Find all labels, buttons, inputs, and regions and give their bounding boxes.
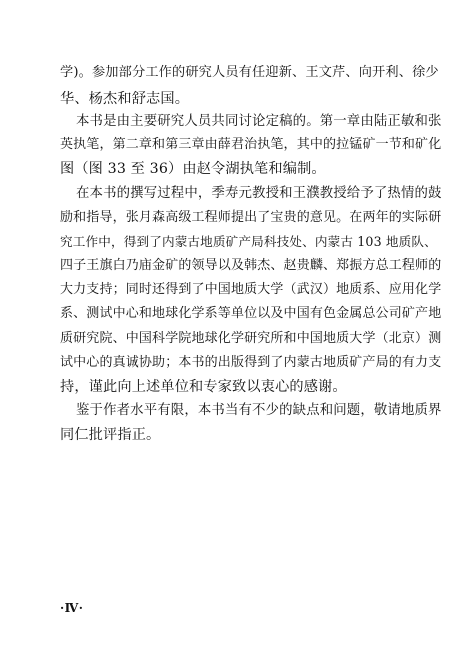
paragraph-4-line-1: 鉴于作者水平有限，本书当有不少的缺点和问题，敬请地质界 [76,403,442,418]
paragraph-2-line-3: 图（图 33 至 36）由赵令湖执笔和编制。 [60,161,326,177]
paragraph-1-line-2: 华、杨杰和舒志国。 [60,91,190,107]
paragraph-3-line-3: 究工作中，得到了内蒙古地质矿产局科技处、内蒙古 103 地质队、 [60,234,437,249]
paragraph-2-line-2: 英执笔，第二章和第三章由薛君治执笔，其中的拉锰矿一节和矿化 [60,137,442,152]
paragraph-3-line-8: 试中心的真诚协助；本书的出版得到了内蒙古地质矿产局的有力支 [60,355,442,370]
paragraph-1-line-1: 学)。参加部分工作的研究人员有任迎新、王文芹、向开利、徐少 [60,65,439,80]
paragraph-3-line-9: 持，谨此向上述单位和专家致以衷心的感谢。 [60,379,347,395]
paragraph-3-line-2: 励和指导，张月森高级工程师提出了宝贵的意见。在两年的实际研 [60,210,442,225]
paragraph-3-line-5: 大力支持；同时还得到了中国地质大学（武汉）地质系、应用化学 [60,282,442,297]
paragraph-3-line-1: 在本书的撰写过程中，季寿元教授和王濮教授给予了热情的鼓 [76,186,442,201]
paragraph-4-line-2: 同仁批评指正。 [60,427,161,443]
paragraph-3-line-7: 质研究院、中国科学院地球化学研究所和中国地质大学（北京）测 [60,331,442,346]
paragraph-3-line-6: 系、测试中心和地球化学系等单位以及中国有色金属总公司矿产地 [60,306,442,321]
page-number: ·Ⅳ· [60,601,84,615]
paragraph-3-line-4: 四子王旗白乃庙金矿的领导以及韩杰、赵贵麟、郑振方总工程师的 [60,258,442,273]
paragraph-2-line-1: 本书是由主要研究人员共同讨论定稿的。第一章由陆正敏和张 [76,114,442,129]
